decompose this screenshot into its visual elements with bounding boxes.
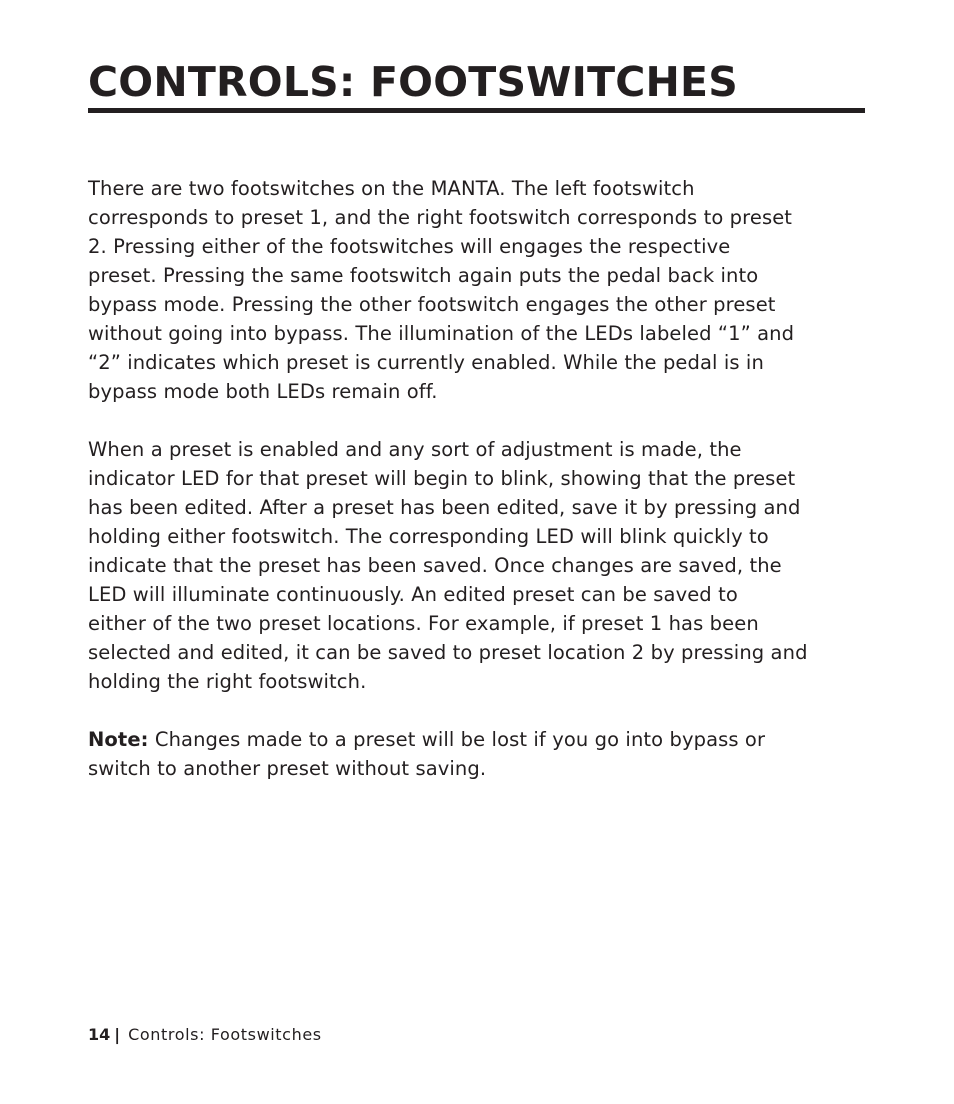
page-title: CONTROLS: FOOTSWITCHES [88, 58, 738, 106]
paragraph-line: preset. Pressing the same footswitch again puts the pedal back into [88, 264, 759, 287]
paragraph-line: without going into bypass. The illumination of the LEDs labeled “1” and [88, 322, 795, 345]
paragraph-footswitch-overview [88, 174, 878, 406]
note-first-line [88, 725, 878, 754]
page-footer [88, 1023, 322, 1047]
footer-section-title: Controls: Footswitches [128, 1025, 322, 1044]
note-label: Note: [88, 728, 149, 751]
paragraph-line: bypass mode. Pressing the other footswitch engages the other preset [88, 293, 776, 316]
paragraph-line: There are two footswitches on the MANTA. The left footswitch [88, 177, 695, 200]
note-paragraph [88, 725, 878, 783]
paragraph-line: indicate that the preset has been saved. Once changes are saved, the [88, 554, 782, 577]
paragraph-line: 2. Pressing either of the footswitches will engages the respective [88, 235, 731, 258]
title-underline-rule [88, 108, 865, 113]
page-number: 14 [88, 1025, 111, 1044]
note-text: Changes made to a preset will be lost if you go into bypass or [148, 728, 766, 751]
paragraph-line: either of the two preset locations. For example, if preset 1 has been [88, 612, 759, 635]
paragraph-line: indicator LED for that preset will begin to blink, showing that the preset [88, 467, 796, 490]
body-text [88, 174, 878, 812]
paragraph-line: “2” indicates which preset is currently enabled. While the pedal is in [88, 351, 764, 374]
paragraph-line: When a preset is enabled and any sort of adjustment is made, the [88, 438, 742, 461]
paragraph-line: selected and edited, it can be saved to preset location 2 by pressing and [88, 641, 808, 664]
paragraph-line: holding either footswitch. The corresponding LED will blink quickly to [88, 525, 769, 548]
note-text: switch to another preset without saving. [88, 757, 487, 780]
paragraph-line: LED will illuminate continuously. An edited preset can be saved to [88, 583, 738, 606]
paragraph-line: holding the right footswitch. [88, 670, 367, 693]
paragraph-line: has been edited. After a preset has been edited, save it by pressing and [88, 496, 801, 519]
paragraph-line: bypass mode both LEDs remain off. [88, 380, 438, 403]
paragraph-line: corresponds to preset 1, and the right footswitch corresponds to preset [88, 206, 793, 229]
paragraph-preset-editing [88, 435, 878, 696]
footer-separator: | [114, 1025, 121, 1044]
